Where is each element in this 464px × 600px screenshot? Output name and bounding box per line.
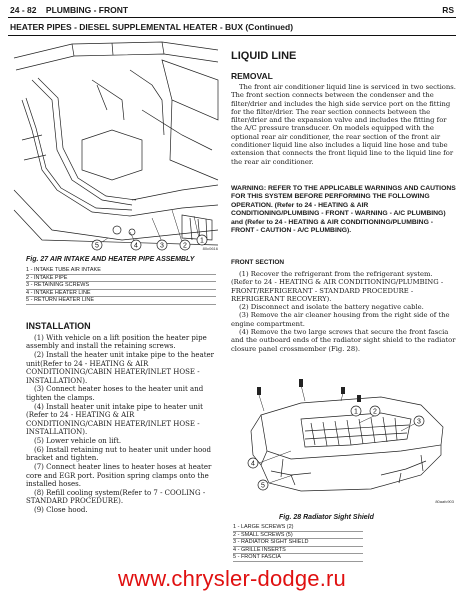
screw-icon [257, 387, 261, 395]
header-rule [8, 17, 456, 18]
figure-28-legend [233, 524, 363, 562]
step: (9) Close hood. [34, 506, 88, 515]
figure-code: 80c0616 [202, 246, 218, 251]
legend-item: 5 - FRONT FASCIA [233, 554, 363, 562]
callout-label: 2 [373, 408, 377, 416]
step: (3) Connect heater hoses to the heater unit and tighten the clamps. [26, 385, 204, 402]
legend-item: 4 - INTAKE HEATER LINE [26, 290, 216, 298]
step: (2) Install the heater unit intake pipe to the heater unit(Refer to 24 - HEATING & AIR CONDITIONING/CABIN HEATER/INLET HOSE - INSTALLATION). [26, 351, 215, 385]
callout-label: 2 [183, 242, 187, 250]
page-ref: 24 - 82 PLUMBING - FRONT [10, 5, 129, 15]
legend-item: 1 - INTAKE TUBE AIR INTAKE [26, 267, 216, 275]
step: (1) With vehicle on a lift position the heater pipe assembly and install the retaining screws. [26, 334, 207, 351]
site-watermark: www.chrysler-dodge.ru [118, 566, 346, 591]
front-section-steps [231, 270, 456, 353]
step: (7) Connect heater lines to heater hoses at heater core and EGR port. Position spring clamps onto the installed hoses. [26, 463, 212, 488]
legend-item: 3 - RADIATOR SIGHT SHIELD [233, 539, 363, 547]
callout-label: 3 [417, 418, 421, 426]
front-section-heading: FRONT SECTION [231, 259, 285, 266]
figure-27-illustration [12, 40, 220, 252]
section-title: HEATER PIPES - DIESEL SUPPLEMENTAL HEATER - BUX (Continued) [10, 22, 294, 32]
figure-code: 80aafc903 [435, 499, 454, 504]
screw-icon [341, 387, 345, 394]
legend-item: 2 - SMALL SCREWS (5) [233, 532, 363, 540]
callout-label: 1 [200, 237, 204, 245]
step: (4) Install heater unit intake pipe to heater unit (Refer to 24 - HEATING & AIR CONDITIONING/CABIN HEATER/INLET HOSE - INSTALLATION). [26, 402, 203, 436]
figure-28-caption: Fig. 28 Radiator Sight Shield [279, 514, 374, 521]
model-code: RS [442, 5, 454, 15]
step: (4) Remove the two large screws that secure the front fascia and the outboard ends of the radiator sight shield to the radiator closure panel crossmember (Fig. 28). [231, 328, 456, 353]
step: (3) Remove the air cleaner housing from the right side of the engine compartment. [231, 311, 450, 328]
removal-heading: REMOVAL [231, 71, 273, 81]
legend-item: 1 - LARGE SCREWS (2) [233, 524, 363, 532]
warning-text: WARNING: REFER TO THE APPLICABLE WARNINGS AND CAUTIONS FOR THIS SYSTEM BEFORE PERFORMING THE FOLLOWING OPERATION. (Refer to 24 - HEATING & AIR CONDITIONING/PLUMBING - FRONT - WARNING - A/C PLUMBING) and (Refer to 24 - HEATING & AIR CONDITIONING/PLUMBING - FRONT - CAUTION - A/C PLUMBING). [231, 185, 456, 235]
figure-28-illustration [231, 375, 456, 505]
page-header [8, 4, 456, 18]
legend-item: 5 - RETURN HEATER LINE [26, 297, 216, 305]
screw-icon [299, 379, 303, 387]
step: (6) Install retaining nut to heater unit under hood bracket and tighten. [26, 445, 211, 463]
section-name: PLUMBING - FRONT [45, 5, 129, 15]
liquid-line-heading: LIQUID LINE [231, 50, 297, 62]
callout-label: 1 [354, 408, 358, 416]
installation-steps [26, 334, 222, 515]
step: (2) Disconnect and isolate the battery negative cable. [239, 303, 424, 312]
callout-label: 3 [160, 242, 164, 250]
legend-item: 4 - GRILLE INSERTS [233, 547, 363, 555]
legend-item: 2 - INTAKE PIPE [26, 275, 216, 283]
callout-label: 5 [95, 242, 99, 250]
callout-label: 4 [251, 460, 255, 468]
step: (1) Recover the refrigerant from the refrigerant system. (Refer to 24 - HEATING & AIR CONDITIONING/PLUMBING - FRONT/REFRIGERANT - STANDARD PROCEDURE - REFRIGERANT RECOVERY). [231, 270, 444, 303]
figure-27-caption: Fig. 27 AIR INTAKE AND HEATER PIPE ASSEMBLY [26, 256, 195, 263]
callout-label: 5 [261, 482, 265, 490]
step: (5) Lower vehicle on lift. [34, 436, 122, 445]
figure-27-legend [26, 267, 216, 305]
legend-item: 3 - RETAINING SCREWS [26, 282, 216, 290]
title-rule [8, 35, 456, 36]
screw-icon [357, 395, 361, 402]
step: (8) Refill cooling system(Refer to 7 - COOLING - STANDARD PROCEDURE). [26, 488, 206, 506]
installation-heading: INSTALLATION [26, 321, 91, 331]
removal-text: The front air conditioner liquid line is serviced in two sections. The front section connects between the condenser and the filter/drier and includes the high side service port on the fitting for the filter/drier. The rear section connects between the filter/drier and the expansion valve and includes the fitting for the A/C pressure transducer. On models equipped with the optional rear air conditioner, the rear section of the front air conditioner liquid line also includes a liquid line hose and tube extension that connects the front liquid line to the liquid line for the rear air conditioner. [231, 83, 456, 166]
callout-label: 4 [134, 242, 138, 250]
